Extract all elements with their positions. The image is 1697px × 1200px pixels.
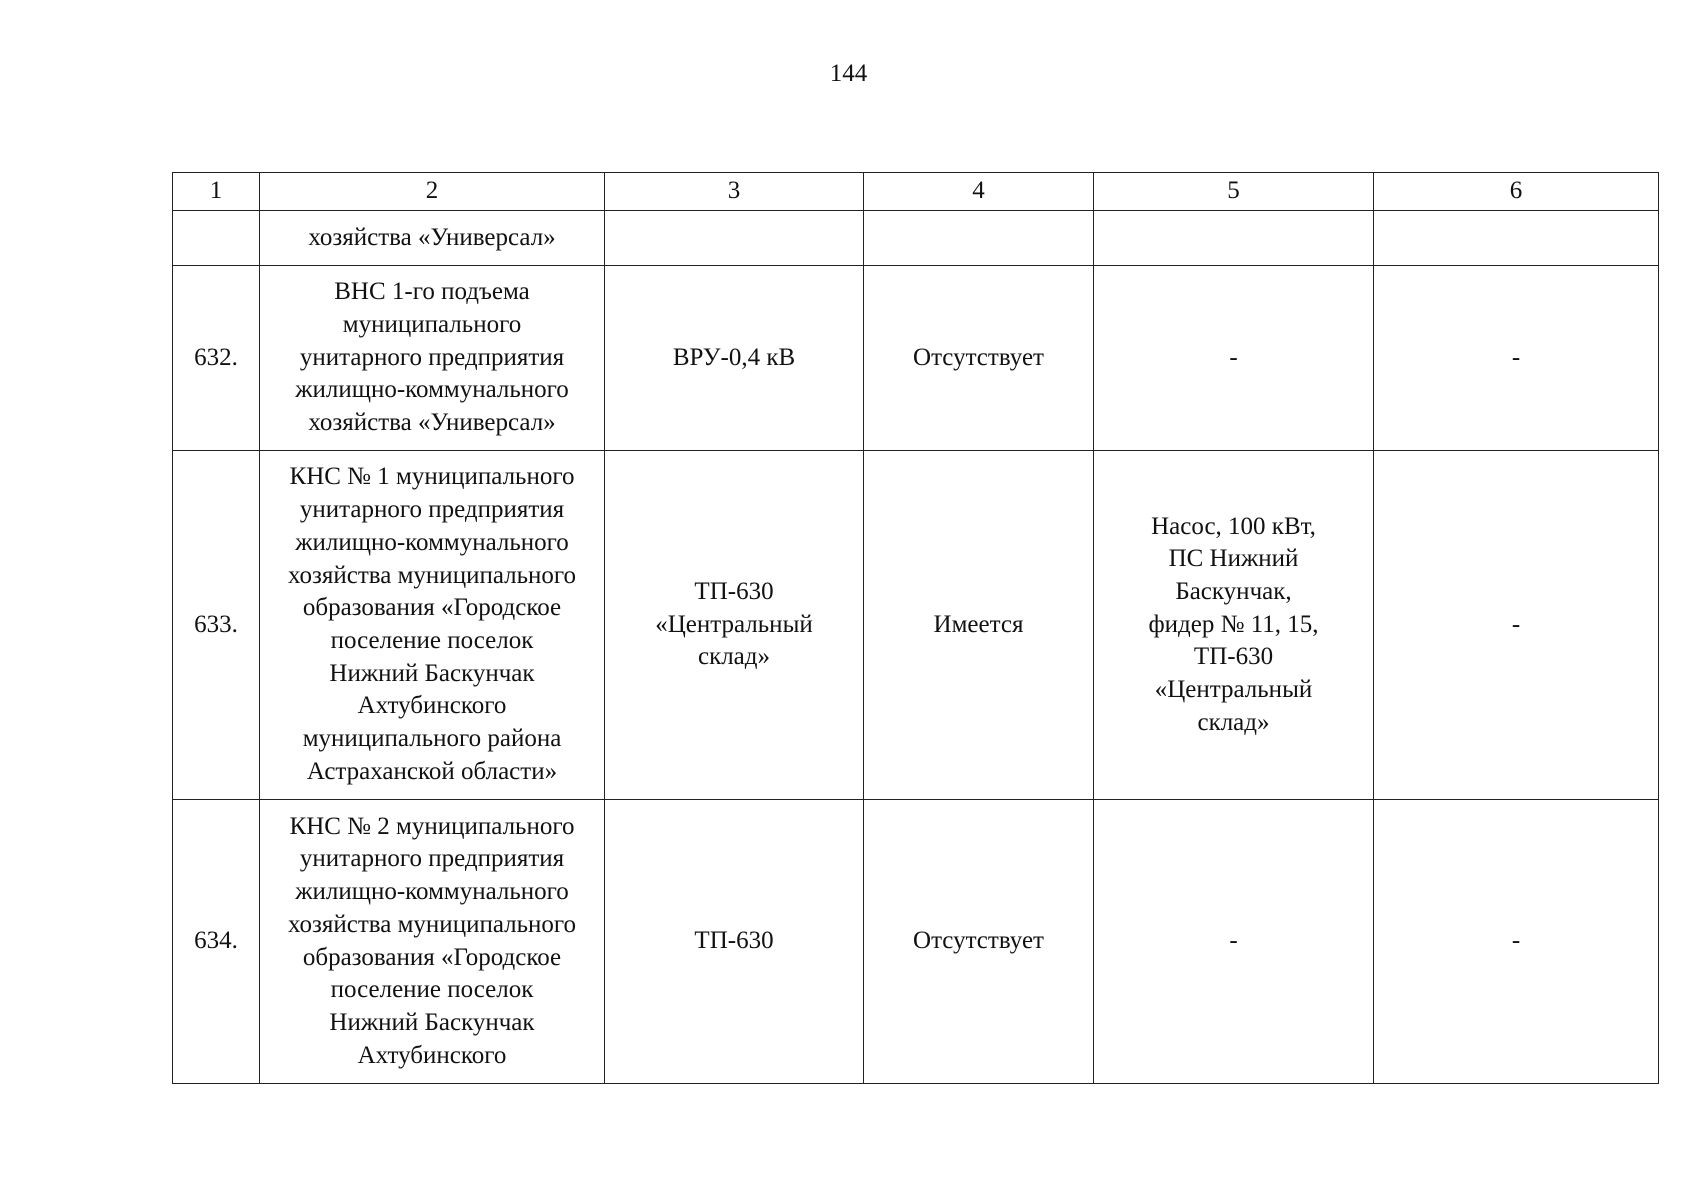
power-source-cell: ТП-630	[605, 800, 864, 1084]
power-source-cell	[605, 211, 864, 266]
availability-cell: Отсутствует	[864, 266, 1094, 451]
column-header: 2	[260, 173, 605, 211]
column-header: 5	[1094, 173, 1374, 211]
row-number-cell	[173, 211, 260, 266]
note-cell: -	[1374, 266, 1659, 451]
availability-cell	[864, 211, 1094, 266]
table-row	[173, 266, 1659, 451]
details-cell	[1094, 211, 1374, 266]
availability-cell: Имеется	[864, 451, 1094, 800]
note-cell: -	[1374, 800, 1659, 1084]
table-row	[173, 800, 1659, 1084]
column-header: 1	[173, 173, 260, 211]
row-number-cell: 634.	[173, 800, 260, 1084]
object-name-cell: ВНС 1-го подъема муниципального унитарного предприятия жилищно-коммунального хозяйства «Универсал»	[260, 266, 605, 451]
details-cell: Насос, 100 кВт, ПС Нижний Баскунчак, фидер № 11, 15, ТП-630 «Центральный склад»	[1094, 451, 1374, 800]
details-cell: -	[1094, 800, 1374, 1084]
table-header-row	[173, 173, 1659, 211]
row-number-cell: 633.	[173, 451, 260, 800]
column-header: 4	[864, 173, 1094, 211]
column-header: 6	[1374, 173, 1659, 211]
object-name-cell: КНС № 2 муниципального унитарного предприятия жилищно-коммунального хозяйства муниципального образования «Городское поселение поселок Нижний Баскунчак Ахтубинского	[260, 800, 605, 1084]
power-source-cell: ВРУ-0,4 кВ	[605, 266, 864, 451]
note-cell	[1374, 211, 1659, 266]
row-number-cell: 632.	[173, 266, 260, 451]
column-header: 3	[605, 173, 864, 211]
page-number: 144	[829, 60, 868, 87]
data-table	[172, 172, 1659, 1084]
availability-cell: Отсутствует	[864, 800, 1094, 1084]
details-cell: -	[1094, 266, 1374, 451]
power-source-cell: ТП-630 «Центральный склад»	[605, 451, 864, 800]
table-row	[173, 211, 1659, 266]
object-name-cell: хозяйства «Универсал»	[260, 211, 605, 266]
note-cell: -	[1374, 451, 1659, 800]
object-name-cell: КНС № 1 муниципального унитарного предприятия жилищно-коммунального хозяйства муниципального образования «Городское поселение поселок Нижний Баскунчак Ахтубинского муниципального района Астраханской области»	[260, 451, 605, 800]
table-row	[173, 451, 1659, 800]
